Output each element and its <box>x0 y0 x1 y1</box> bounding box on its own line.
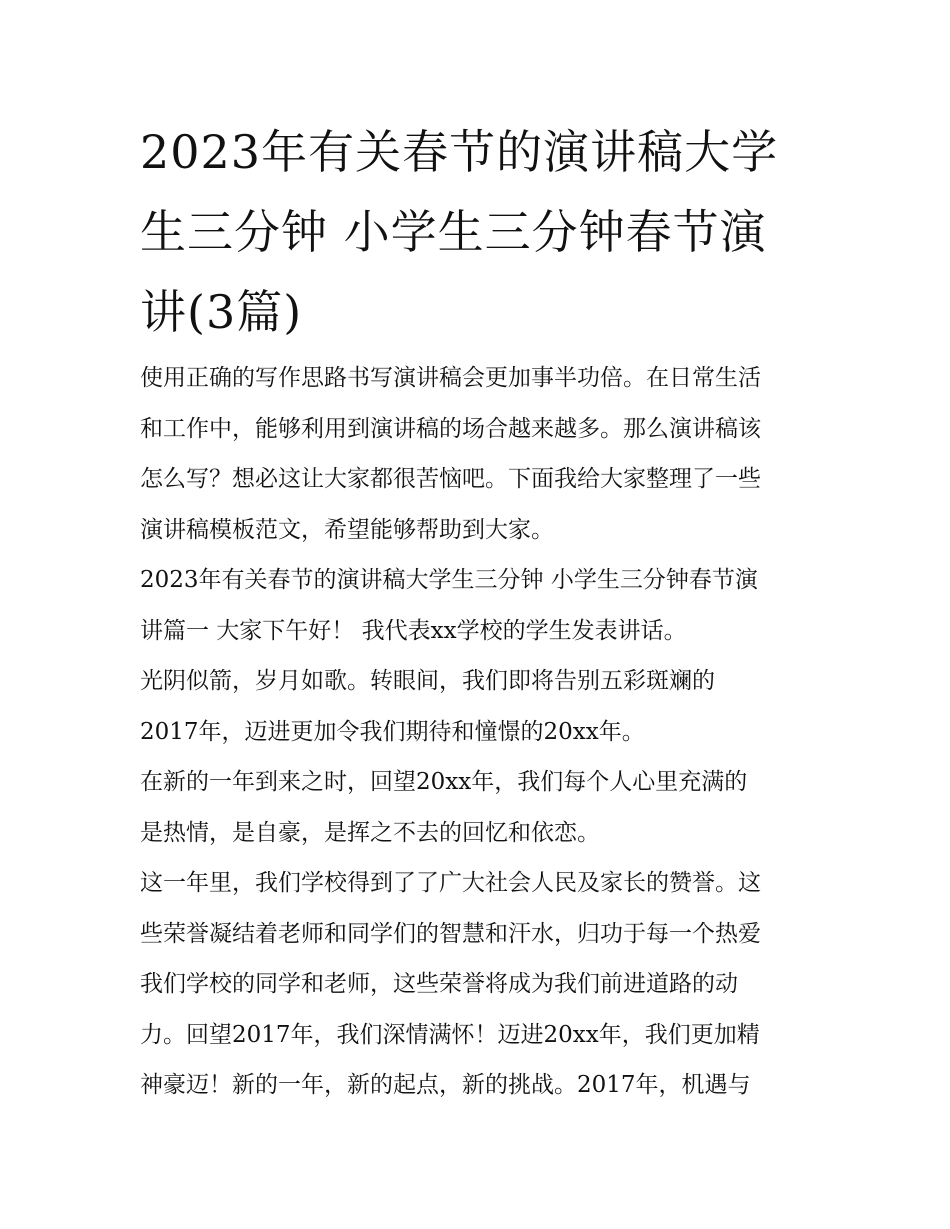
title-line-2: 生三分钟 小学生三分钟春节演 <box>140 205 767 259</box>
body-line: 光阴似箭，岁月如歌。转眼间，我们即将告别五彩斑斓的 <box>140 668 715 694</box>
body-line: 神豪迈！新的一年，新的起点，新的挑战。2017年，机遇与 <box>140 1072 751 1098</box>
body-line: 使用正确的写作思路书写演讲稿会更加事半功倍。在日常生活 <box>140 365 761 391</box>
body-line: 是热情，是自豪，是挥之不去的回忆和依恋。 <box>140 819 600 846</box>
body-line: 在新的一年到来之时，回望20xx年，我们每个人心里充满的 <box>140 769 748 795</box>
body-line: 我们学校的同学和老师，这些荣誉将成为我们前进道路的动 <box>140 971 738 997</box>
body-line: 讲篇一 大家下午好！ 我代表xx学校的学生发表讲话。 <box>140 617 687 644</box>
body-line: 和工作中，能够利用到演讲稿的场合越来越多。那么演讲稿该 <box>140 415 761 442</box>
body-line: 力。回望2017年，我们深情满怀！迈进20xx年，我们更加精 <box>140 1021 760 1048</box>
body-line: 2023年有关春节的演讲稿大学生三分钟 小学生三分钟春节演 <box>140 567 758 593</box>
body-line: 这一年里，我们学校得到了了广大社会人民及家长的赞誉。这 <box>140 870 761 896</box>
document-body <box>140 353 820 1111</box>
body-line: 演讲稿模板范文，希望能够帮助到大家。 <box>140 516 554 543</box>
body-line: 些荣誉凝结着老师和同学们的智慧和汗水，归功于每一个热爱 <box>140 920 761 947</box>
document-title <box>140 112 812 352</box>
title-line-1: 2023年有关春节的演讲稿大学 <box>140 125 779 179</box>
body-line: 2017年，迈进更加令我们期待和憧憬的20xx年。 <box>140 718 645 745</box>
title-line-3: 讲(3篇) <box>140 285 303 339</box>
body-line: 怎么写？想必这让大家都很苦恼吧。下面我给大家整理了一些 <box>140 466 761 492</box>
